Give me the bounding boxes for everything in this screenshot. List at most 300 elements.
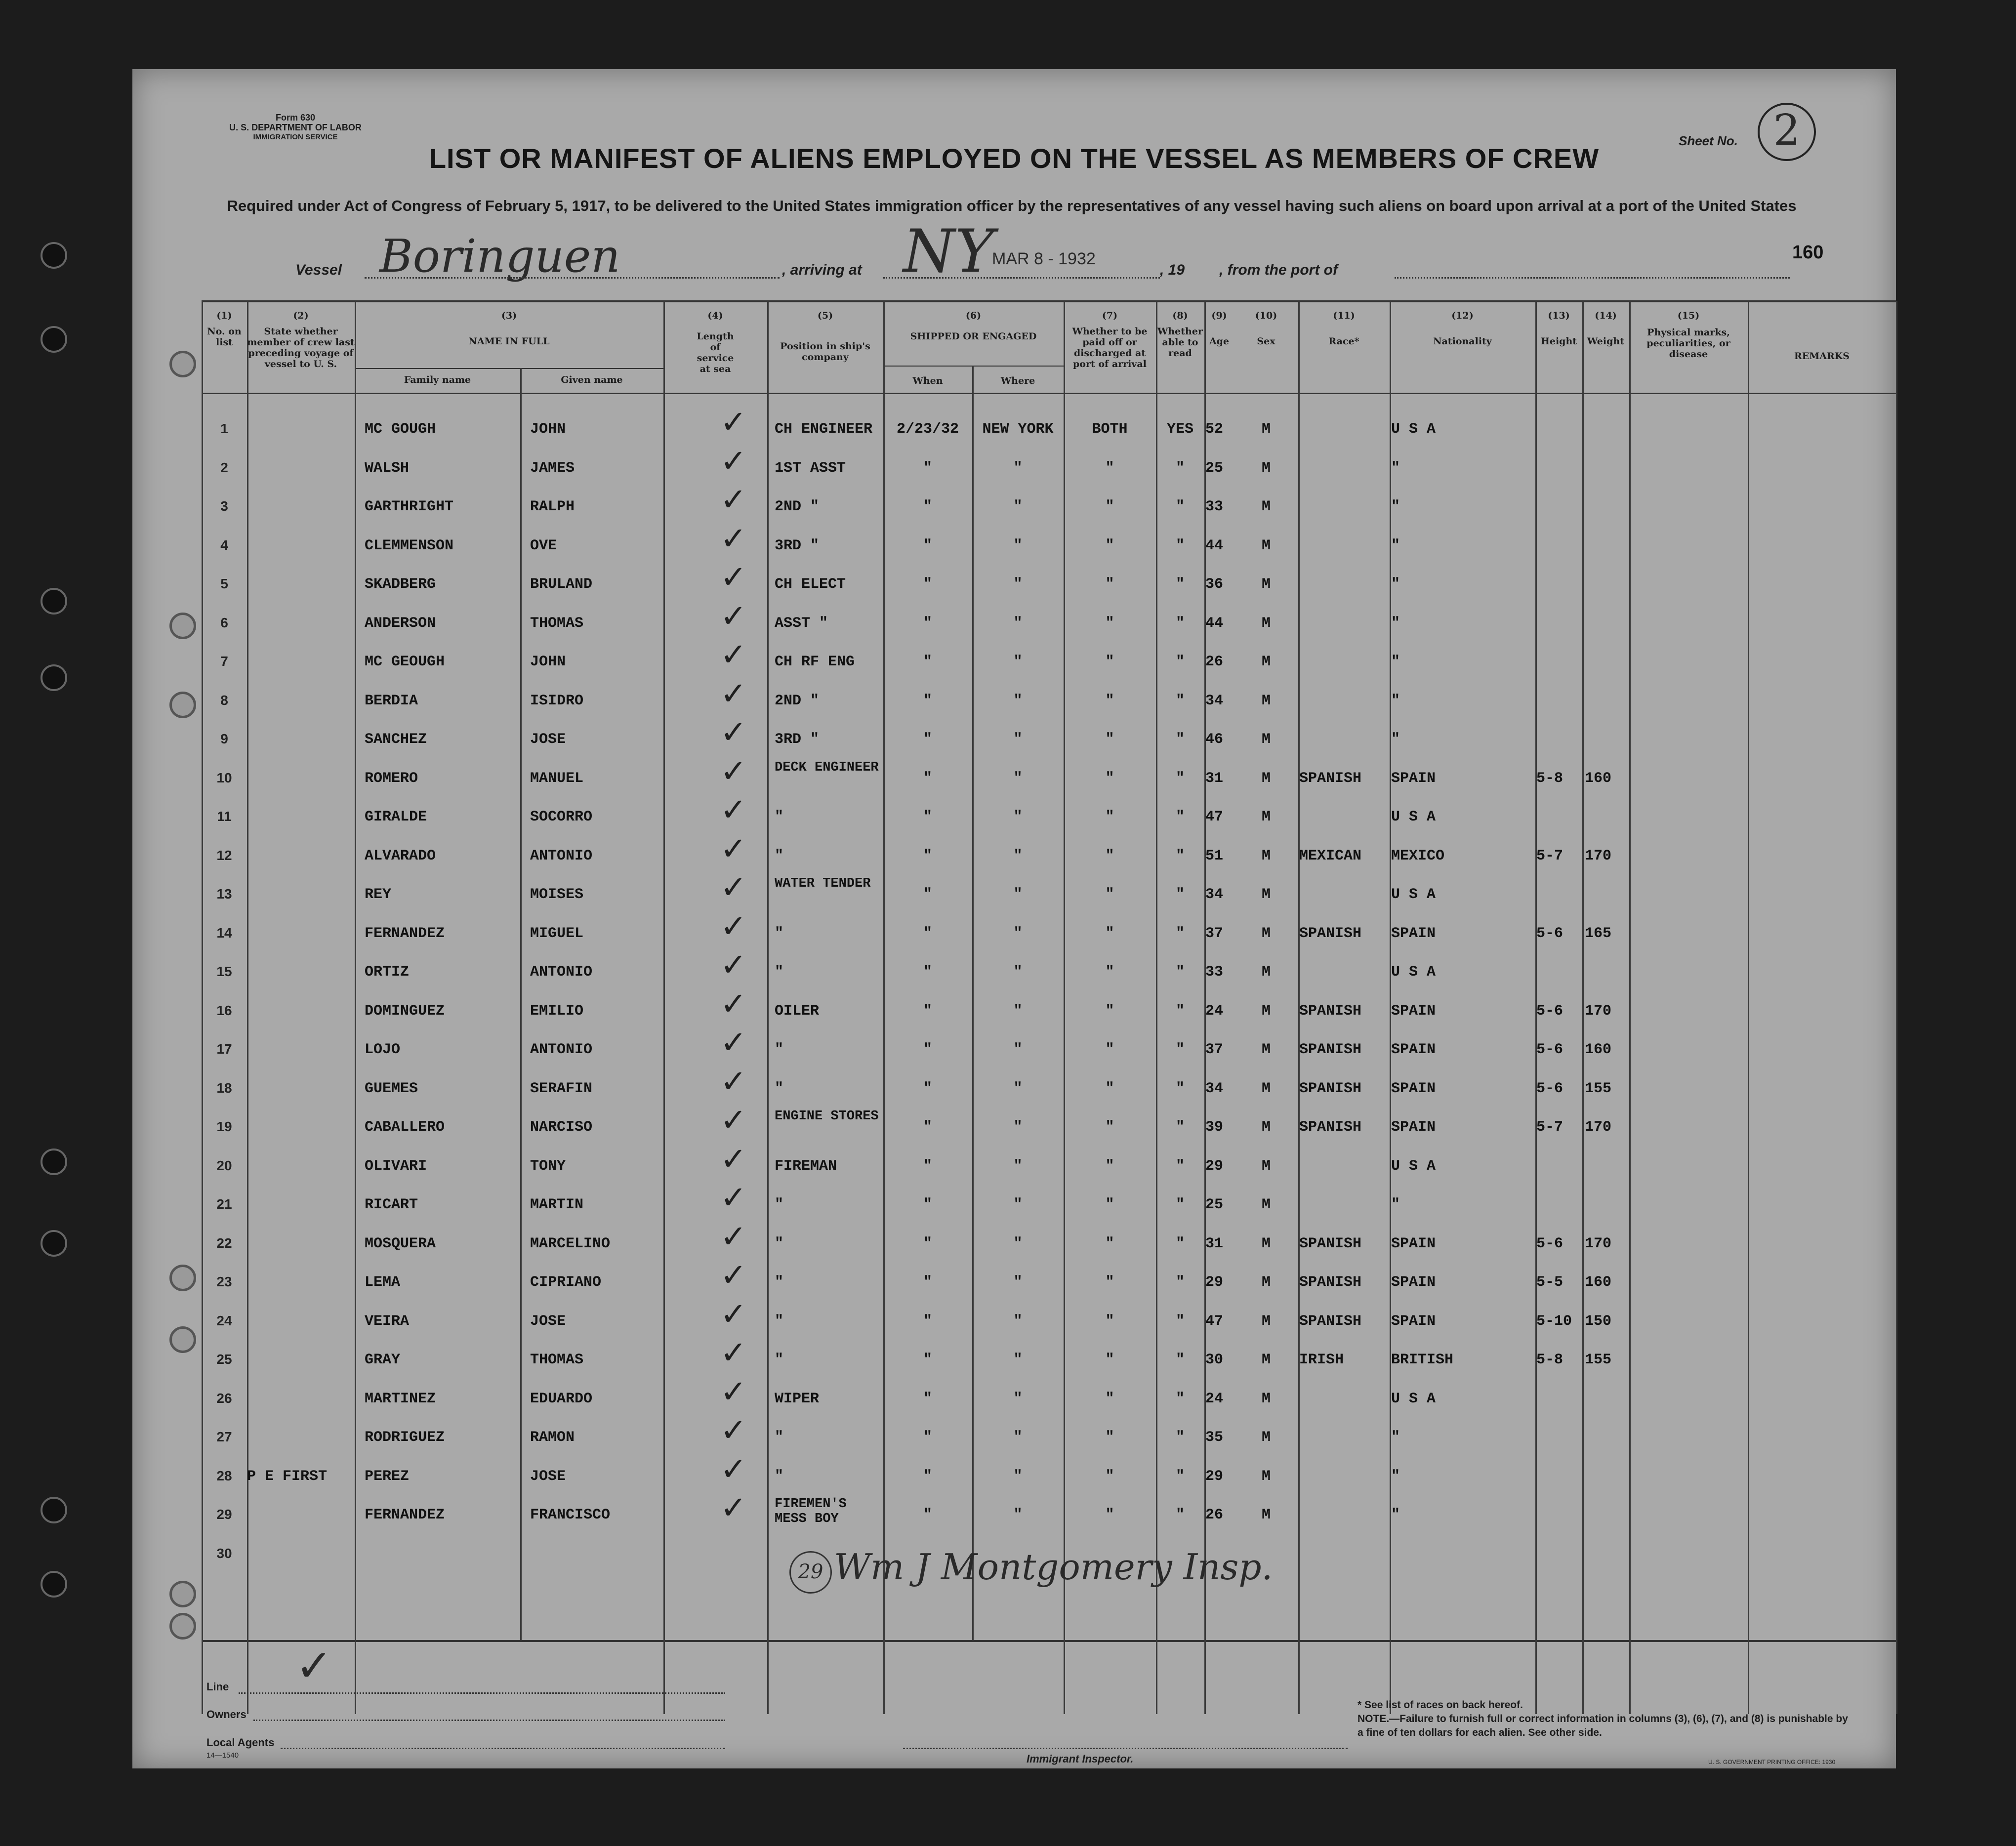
sex: M bbox=[1261, 886, 1271, 903]
service-check-mark: ✓ bbox=[720, 1451, 747, 1488]
nationality: U S A bbox=[1391, 886, 1436, 903]
shipped-where: " bbox=[1013, 654, 1023, 670]
nationality: SPAIN bbox=[1391, 1235, 1436, 1252]
from-port-label: , from the port of bbox=[1219, 262, 1338, 278]
col-title: NAME IN FULL bbox=[468, 336, 550, 347]
form-title: LIST OR MANIFEST OF ALIENS EMPLOYED ON THE VESSEL AS MEMBERS OF CREW bbox=[429, 143, 1600, 174]
position: " bbox=[775, 1429, 784, 1446]
shipped-where: " bbox=[1013, 1002, 1023, 1020]
given-name: EDUARDO bbox=[530, 1390, 593, 1407]
row-number: 10 bbox=[216, 770, 232, 785]
sex: M bbox=[1261, 421, 1271, 438]
binder-hole bbox=[41, 664, 67, 691]
row-number: 2 bbox=[220, 459, 228, 475]
given-name: BRULAND bbox=[530, 576, 593, 593]
age: 30 bbox=[1205, 1352, 1224, 1368]
line-label: Line bbox=[206, 1681, 229, 1693]
line-field bbox=[239, 1692, 725, 1694]
nationality: U S A bbox=[1391, 964, 1436, 981]
col-number: (11) bbox=[1333, 310, 1355, 321]
service-check-mark: ✓ bbox=[720, 598, 747, 635]
weight: 155 bbox=[1585, 1080, 1612, 1097]
table-row bbox=[132, 1296, 1896, 1341]
col-header-when: When bbox=[912, 375, 943, 386]
date-stamp: MAR 8 - 1932 bbox=[992, 249, 1096, 268]
col-title: Position in ship's company bbox=[780, 341, 870, 363]
service-check-mark: ✓ bbox=[720, 559, 747, 596]
position: FIREMAN bbox=[775, 1157, 837, 1175]
service-check-mark: ✓ bbox=[720, 1373, 747, 1410]
shipped-where: " bbox=[1013, 498, 1023, 515]
age: 25 bbox=[1205, 1196, 1224, 1213]
nationality: " bbox=[1391, 1468, 1400, 1485]
row-number: 17 bbox=[216, 1041, 232, 1057]
vessel-line bbox=[365, 277, 780, 279]
table-row bbox=[132, 1412, 1896, 1457]
binder-hole bbox=[41, 1497, 67, 1523]
given-name: JAMES bbox=[530, 459, 575, 477]
col-title: State whether member of crew last preceding voyage of vessel to U. S. bbox=[247, 326, 355, 369]
table-row bbox=[132, 637, 1896, 681]
shipped-when: " bbox=[923, 847, 932, 864]
col-number: (13) bbox=[1548, 310, 1570, 321]
shipped-when: " bbox=[923, 770, 932, 787]
nationality: " bbox=[1391, 654, 1400, 670]
sex: M bbox=[1261, 731, 1271, 748]
nationality: " bbox=[1391, 1429, 1400, 1446]
family-name: PEREZ bbox=[365, 1468, 410, 1485]
weight: 160 bbox=[1585, 770, 1612, 787]
family-name: GIRALDE bbox=[365, 809, 427, 825]
shipped-where: " bbox=[1013, 615, 1023, 632]
col-title: Age bbox=[1209, 336, 1230, 347]
given-name: JOHN bbox=[530, 654, 566, 670]
height: 5-6 bbox=[1536, 1235, 1563, 1252]
table-row bbox=[132, 714, 1896, 759]
shipped-when: " bbox=[923, 615, 932, 632]
paid-off: " bbox=[1105, 964, 1114, 981]
nationality: SPAIN bbox=[1391, 1274, 1436, 1291]
position: OILER bbox=[775, 1002, 820, 1020]
weight: 170 bbox=[1585, 1119, 1612, 1136]
family-name: MARTINEZ bbox=[365, 1390, 436, 1407]
row-number: 4 bbox=[220, 537, 228, 553]
age: 24 bbox=[1205, 1390, 1224, 1407]
shipped-when: " bbox=[923, 731, 932, 748]
weight: 170 bbox=[1585, 1002, 1612, 1020]
position: " bbox=[775, 1352, 784, 1368]
table-row bbox=[132, 1102, 1896, 1147]
nationality: SPAIN bbox=[1391, 1041, 1436, 1058]
nationality: SPAIN bbox=[1391, 1119, 1436, 1136]
shipped-when: " bbox=[923, 576, 932, 593]
age: 35 bbox=[1205, 1429, 1224, 1446]
able-to-read: " bbox=[1175, 692, 1185, 709]
nationality: " bbox=[1391, 576, 1400, 593]
shipped-where: " bbox=[1013, 925, 1023, 942]
col-title: Nationality bbox=[1433, 336, 1492, 347]
col-header-sex bbox=[1234, 310, 1298, 347]
service-check-mark: ✓ bbox=[720, 947, 747, 984]
given-name: SOCORRO bbox=[530, 809, 593, 825]
able-to-read: " bbox=[1175, 925, 1185, 942]
height: 5-8 bbox=[1536, 1352, 1563, 1368]
vessel-name: Boringuen bbox=[379, 230, 620, 283]
race: SPANISH bbox=[1299, 770, 1362, 787]
nationality: U S A bbox=[1391, 421, 1436, 438]
col-header-physical-marks bbox=[1629, 310, 1748, 360]
table-row bbox=[132, 1257, 1896, 1302]
table-row bbox=[132, 753, 1896, 798]
table-row bbox=[132, 1451, 1896, 1496]
able-to-read: " bbox=[1175, 1468, 1185, 1485]
service-check-mark: ✓ bbox=[720, 404, 747, 441]
sex: M bbox=[1261, 498, 1271, 515]
row-number: 1 bbox=[220, 421, 228, 436]
shipped-where: " bbox=[1013, 1119, 1023, 1136]
nationality: U S A bbox=[1391, 1157, 1436, 1175]
nationality: " bbox=[1391, 731, 1400, 748]
check-mark: ✓ bbox=[295, 1640, 333, 1692]
service-check-mark: ✓ bbox=[720, 1218, 747, 1255]
given-name: THOMAS bbox=[530, 1352, 584, 1368]
shipped-where: " bbox=[1013, 1196, 1023, 1213]
able-to-read: " bbox=[1175, 1507, 1185, 1523]
row-number: 20 bbox=[216, 1157, 232, 1173]
sex: M bbox=[1261, 1119, 1271, 1136]
col-title: Height bbox=[1540, 336, 1577, 347]
shipped-where: " bbox=[1013, 886, 1023, 903]
paid-off: " bbox=[1105, 459, 1114, 477]
shipped-when: " bbox=[923, 459, 932, 477]
row-number: 19 bbox=[216, 1119, 232, 1134]
nationality: " bbox=[1391, 615, 1400, 632]
row-number: 7 bbox=[220, 654, 228, 669]
punch-hole bbox=[169, 1581, 196, 1607]
given-name: RALPH bbox=[530, 498, 575, 515]
given-name: ANTONIO bbox=[530, 964, 593, 981]
sex: M bbox=[1261, 615, 1271, 632]
position: ASST " bbox=[775, 615, 828, 632]
age: 26 bbox=[1205, 654, 1224, 670]
row-number: 27 bbox=[216, 1429, 232, 1444]
position: " bbox=[775, 1235, 784, 1252]
service-check-mark: ✓ bbox=[720, 714, 747, 751]
able-to-read: " bbox=[1175, 459, 1185, 477]
age: 37 bbox=[1205, 1041, 1224, 1058]
service-check-mark: ✓ bbox=[720, 1412, 747, 1449]
family-name: ROMERO bbox=[365, 770, 418, 787]
shipped-when: " bbox=[923, 964, 932, 981]
weight: 150 bbox=[1585, 1313, 1612, 1330]
age: 46 bbox=[1205, 731, 1224, 748]
races-footnote: * See list of races on back hereof. bbox=[1358, 1699, 1523, 1711]
punch-hole bbox=[169, 351, 196, 377]
position: " bbox=[775, 1468, 784, 1485]
able-to-read: " bbox=[1175, 654, 1185, 670]
shipped-when: " bbox=[923, 1080, 932, 1097]
age: 34 bbox=[1205, 692, 1224, 709]
col-number: (6) bbox=[965, 310, 982, 321]
sex: M bbox=[1261, 459, 1271, 477]
able-to-read: " bbox=[1175, 1041, 1185, 1058]
sex: M bbox=[1261, 964, 1271, 981]
given-name: MOISES bbox=[530, 886, 584, 903]
given-name: MANUEL bbox=[530, 770, 584, 787]
nationality: SPAIN bbox=[1391, 770, 1436, 787]
race: MEXICAN bbox=[1299, 847, 1362, 864]
paid-off: " bbox=[1105, 1390, 1114, 1407]
paid-off: " bbox=[1105, 925, 1114, 942]
table-row bbox=[132, 404, 1896, 449]
col-header-service bbox=[663, 310, 767, 374]
col-title: Whether to be paid off or discharged at port of arrival bbox=[1072, 326, 1148, 369]
row-number: 8 bbox=[220, 692, 228, 708]
table-row bbox=[132, 520, 1896, 565]
able-to-read: " bbox=[1175, 1390, 1185, 1407]
given-name: NARCISO bbox=[530, 1119, 593, 1136]
table-row bbox=[132, 482, 1896, 526]
shipped-when: " bbox=[923, 1468, 932, 1485]
arrival-port: NY bbox=[903, 217, 994, 286]
punch-hole bbox=[169, 1613, 196, 1640]
shipped-when: " bbox=[923, 1002, 932, 1020]
binder-hole bbox=[41, 1571, 67, 1598]
position: 2ND " bbox=[775, 498, 820, 515]
race: SPANISH bbox=[1299, 1119, 1362, 1136]
paid-off: " bbox=[1105, 537, 1114, 554]
table-top-rule bbox=[202, 300, 1896, 302]
owners-label: Owners bbox=[206, 1708, 247, 1721]
family-name: GRAY bbox=[365, 1352, 401, 1368]
family-name: RODRIGUEZ bbox=[365, 1429, 445, 1446]
age: 51 bbox=[1205, 847, 1224, 864]
able-to-read: " bbox=[1175, 498, 1185, 515]
race: SPANISH bbox=[1299, 1274, 1362, 1291]
service-check-mark: ✓ bbox=[720, 792, 747, 828]
nationality: SPAIN bbox=[1391, 925, 1436, 942]
shipped-where: " bbox=[1013, 537, 1023, 554]
table-row bbox=[132, 559, 1896, 604]
shipped-when: " bbox=[923, 886, 932, 903]
sex: M bbox=[1261, 654, 1271, 670]
age: 25 bbox=[1205, 459, 1224, 477]
sex: M bbox=[1261, 809, 1271, 825]
nationality: " bbox=[1391, 692, 1400, 709]
col-title: Length of service at sea bbox=[697, 331, 734, 374]
col-header-nationality bbox=[1390, 310, 1535, 347]
col-number: (2) bbox=[293, 310, 309, 321]
binder-hole bbox=[41, 1230, 67, 1257]
age: 47 bbox=[1205, 809, 1224, 825]
able-to-read: " bbox=[1175, 964, 1185, 981]
col-title: No. on list bbox=[207, 326, 242, 348]
col-header-paid-off bbox=[1064, 310, 1156, 369]
sex: M bbox=[1261, 1157, 1271, 1175]
given-name: JOHN bbox=[530, 421, 566, 438]
age: 29 bbox=[1205, 1157, 1224, 1175]
sex: M bbox=[1261, 925, 1271, 942]
age: 34 bbox=[1205, 1080, 1224, 1097]
row-number: 28 bbox=[216, 1468, 232, 1483]
shipped-when: " bbox=[923, 1390, 932, 1407]
given-name: RAMON bbox=[530, 1429, 575, 1446]
position: " bbox=[775, 1274, 784, 1291]
service-check-mark: ✓ bbox=[720, 908, 747, 945]
paid-off: " bbox=[1105, 1274, 1114, 1291]
shipped-when: " bbox=[923, 809, 932, 825]
position: CH ELECT bbox=[775, 576, 846, 593]
able-to-read: " bbox=[1175, 1002, 1185, 1020]
family-name: ANDERSON bbox=[365, 615, 436, 632]
sex: M bbox=[1261, 1313, 1271, 1330]
age: 29 bbox=[1205, 1468, 1224, 1485]
service-check-mark: ✓ bbox=[720, 1296, 747, 1333]
table-row bbox=[132, 598, 1896, 643]
table-row bbox=[132, 1025, 1896, 1069]
sex: M bbox=[1261, 847, 1271, 864]
position: WIPER bbox=[775, 1390, 820, 1407]
position: " bbox=[775, 925, 784, 942]
col-header-race bbox=[1298, 310, 1390, 347]
given-name: ISIDRO bbox=[530, 692, 584, 709]
inspector-field bbox=[903, 1747, 1348, 1749]
position: CH ENGINEER bbox=[775, 421, 873, 438]
paid-off: " bbox=[1105, 498, 1114, 515]
shipped-where: " bbox=[1013, 1274, 1023, 1291]
weight: 170 bbox=[1585, 1235, 1612, 1252]
row-number: 9 bbox=[220, 731, 228, 746]
row-number: 12 bbox=[216, 847, 232, 863]
height: 5-6 bbox=[1536, 1080, 1563, 1097]
shipped-when: " bbox=[923, 1157, 932, 1175]
shipped-when: " bbox=[923, 537, 932, 554]
family-name: FERNANDEZ bbox=[365, 1507, 445, 1523]
service-check-mark: ✓ bbox=[720, 1257, 747, 1294]
service-check-mark: ✓ bbox=[720, 1335, 747, 1371]
able-to-read: " bbox=[1175, 1352, 1185, 1368]
nationality: U S A bbox=[1391, 809, 1436, 825]
family-name: SKADBERG bbox=[365, 576, 436, 593]
service-check-mark: ✓ bbox=[720, 1025, 747, 1061]
shipped-when: 2/23/32 bbox=[896, 421, 959, 438]
paid-off: " bbox=[1105, 1313, 1114, 1330]
nationality: " bbox=[1391, 1507, 1400, 1523]
from-port-line bbox=[1395, 277, 1790, 279]
family-name: ORTIZ bbox=[365, 964, 410, 981]
shipped-where: " bbox=[1013, 770, 1023, 787]
col-header-age bbox=[1204, 310, 1234, 347]
race: IRISH bbox=[1299, 1352, 1344, 1368]
paid-off: " bbox=[1105, 809, 1114, 825]
paid-off: " bbox=[1105, 1119, 1114, 1136]
able-to-read: " bbox=[1175, 1274, 1185, 1291]
family-name: REY bbox=[365, 886, 392, 903]
paid-off: " bbox=[1105, 1468, 1114, 1485]
height: 5-6 bbox=[1536, 925, 1563, 942]
given-name: ANTONIO bbox=[530, 1041, 593, 1058]
able-to-read: " bbox=[1175, 809, 1185, 825]
col-number: (12) bbox=[1451, 310, 1474, 321]
sex: M bbox=[1261, 770, 1271, 787]
shipped-where: " bbox=[1013, 809, 1023, 825]
total-count: 29 bbox=[789, 1551, 832, 1594]
race: SPANISH bbox=[1299, 925, 1362, 942]
sheet-number: 2 bbox=[1758, 103, 1816, 161]
able-to-read: " bbox=[1175, 1235, 1185, 1252]
name-subrule bbox=[355, 368, 663, 369]
col-number: (14) bbox=[1595, 310, 1617, 321]
vessel-label: Vessel bbox=[295, 262, 342, 278]
paid-off: " bbox=[1105, 1507, 1114, 1523]
table-row bbox=[132, 1335, 1896, 1379]
row-number: 6 bbox=[220, 615, 228, 630]
col-header-given-name: Given name bbox=[561, 374, 623, 385]
sex: M bbox=[1261, 1507, 1271, 1523]
table-row bbox=[132, 1063, 1896, 1108]
nationality: BRITISH bbox=[1391, 1352, 1454, 1368]
service: IMMIGRATION SERVICE bbox=[253, 133, 338, 141]
shipped-where: " bbox=[1013, 1080, 1023, 1097]
table-row bbox=[132, 792, 1896, 836]
department: U. S. DEPARTMENT OF LABOR bbox=[229, 123, 362, 132]
position: " bbox=[775, 1041, 784, 1058]
height: 5-7 bbox=[1536, 1119, 1563, 1136]
service-check-mark: ✓ bbox=[720, 753, 747, 790]
family-name: RICART bbox=[365, 1196, 418, 1213]
col-number: (15) bbox=[1677, 310, 1700, 321]
given-name: TONY bbox=[530, 1157, 566, 1175]
age: 44 bbox=[1205, 615, 1224, 632]
paid-off: " bbox=[1105, 731, 1114, 748]
paid-off: " bbox=[1105, 654, 1114, 670]
family-name: LEMA bbox=[365, 1274, 401, 1291]
table-row bbox=[132, 443, 1896, 488]
shipped-where: " bbox=[1013, 964, 1023, 981]
family-name: CABALLERO bbox=[365, 1119, 445, 1136]
position: " bbox=[775, 1196, 784, 1213]
nationality: U S A bbox=[1391, 1390, 1436, 1407]
paid-off: " bbox=[1105, 886, 1114, 903]
shipped-where: " bbox=[1013, 847, 1023, 864]
shipped-when: " bbox=[923, 1429, 932, 1446]
col-header-name bbox=[355, 310, 663, 347]
row-number: 30 bbox=[216, 1545, 232, 1561]
table-row bbox=[132, 1490, 1896, 1534]
paid-off: BOTH bbox=[1092, 421, 1128, 438]
inspector-label: Immigrant Inspector. bbox=[1027, 1753, 1134, 1765]
shipped-where: " bbox=[1013, 731, 1023, 748]
age: 33 bbox=[1205, 498, 1224, 515]
position: " bbox=[775, 1313, 784, 1330]
shipped-where: " bbox=[1013, 1352, 1023, 1368]
table-row bbox=[132, 869, 1896, 914]
age: 34 bbox=[1205, 886, 1224, 903]
age: 31 bbox=[1205, 770, 1224, 787]
sex: M bbox=[1261, 1080, 1271, 1097]
form-number: Form 630 bbox=[275, 113, 316, 123]
shipped-where: " bbox=[1013, 1468, 1023, 1485]
able-to-read: YES bbox=[1166, 421, 1193, 438]
row-number: 15 bbox=[216, 964, 232, 979]
able-to-read: " bbox=[1175, 731, 1185, 748]
shipped-when: " bbox=[923, 692, 932, 709]
given-name: OVE bbox=[530, 537, 557, 554]
weight: 155 bbox=[1585, 1352, 1612, 1368]
col-header-read bbox=[1156, 310, 1204, 359]
position: " bbox=[775, 809, 784, 825]
form-block bbox=[206, 113, 384, 142]
